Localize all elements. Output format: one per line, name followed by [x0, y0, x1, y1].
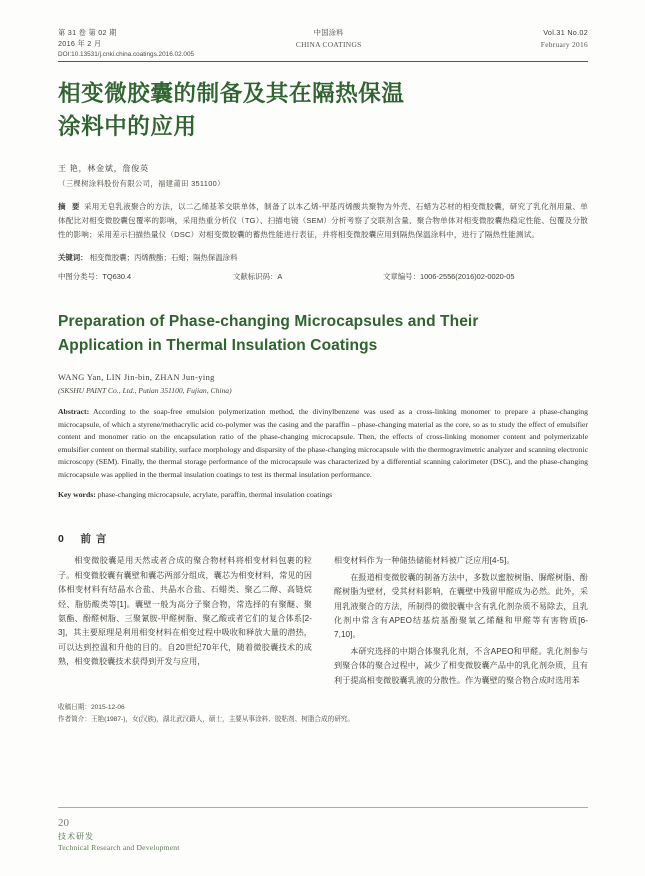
keywords-en-text: phase-changing microcapsule, acrylate, paraffin, thermal insulation coatings [97, 490, 333, 500]
abstract-en-label: Abstract: [58, 407, 90, 417]
running-head-left [58, 28, 117, 50]
paragraph: 相变材料作为一种储热储能材料被广泛应用[4-5]。 [334, 556, 515, 566]
document-code: 文献标识码：A [233, 271, 283, 281]
footnotes [58, 702, 358, 725]
author-bio: 作者简介：王艳(1987-)，女(汉族)，湖北武汉籍人，硕士，主要从事涂料、胶粘剂、树脂合成的研究。 [58, 715, 354, 723]
article-meta-row [58, 271, 588, 282]
keywords-en-label: Key words: [58, 490, 96, 500]
page-footer [58, 817, 588, 852]
abstract-cn-label: 摘 要 [58, 202, 82, 212]
keywords-cn [58, 251, 588, 264]
body-column-left [58, 554, 312, 688]
section-number: 0 [58, 533, 65, 546]
issue-date-en: February 2016 [540, 39, 588, 49]
volume-issue: 第 31 卷 第 02 期 [58, 28, 117, 37]
doi-line: DOI:10.13531/j.cnki.china.coatings.2016.02.005 [58, 50, 195, 58]
keywords-cn-label: 关键词： [58, 253, 88, 263]
abstract-en [58, 406, 588, 481]
running-head-right [541, 28, 588, 50]
page-title-cn-line1: 相变微胶囊的制备及其在隔热保温 [58, 80, 405, 106]
footer-divider [58, 807, 588, 808]
page-content [58, 28, 588, 725]
keywords-en [58, 489, 588, 501]
journal-name-cn: 中国涂料 [313, 28, 344, 37]
page-title-en-line2: Application in Thermal Insulation Coatings [58, 337, 378, 355]
paragraph: 本研究选择的中期合体聚乳化剂，不含APEO和甲醛。乳化剂参与到聚合体的聚合过程中，减少了相变微胶囊产品中的乳化剂杂质，且有利于提高相变微胶囊乳液的分散性。作为囊壁的聚合物合成时选用苯 [334, 646, 589, 685]
section-title: 前 言 [80, 533, 108, 546]
abstract-en-text: According to the soap-free emulsion polymerization method, the divinylbenzene was used as a cross-linking monomer to prepare a phase-changing microcapsule, of which a styrene/methacrylic acid co-polymer was the casing and the paraffin – phase-changing material as the core, so as to study the effect of emulsifier content and monomer ratio on the encapsulation ratio of the phase-changing microcapsule. Then, the effects of cross-linking monomer content and polymerizable emulsifier content on thermal stability, surface morphology and disparsity of the phase-changing microcapsule with the thermogravimetric analyzer and scanning electronic microscopy (SEM). Finally, the thermal storage performance of the microcapsule was characterized by a differential scanning calorimeter (DSC), and the phase-changing microcapsule was applied in the thermal insulation coatings to test its thermal insulation performance. [58, 407, 588, 479]
footer-section-en: Technical Research and Development [58, 843, 180, 852]
footer-section-cn: 技术研发 [58, 832, 94, 841]
abstract-cn [58, 200, 588, 242]
journal-name-en: CHINA COATINGS [295, 39, 362, 49]
volume-issue-en: Vol.31 No.02 [543, 28, 588, 37]
page-title-en [58, 310, 588, 360]
running-head-center [296, 28, 362, 50]
page-number: 20 [58, 817, 69, 829]
page-title-cn [58, 78, 588, 143]
running-head [58, 28, 588, 50]
clc-number: 中图分类号：TQ630.4 [58, 271, 132, 281]
section-heading [58, 531, 588, 546]
body-column-right [334, 554, 588, 688]
abstract-cn-text: 采用无皂乳液聚合的方法，以二乙烯基苯交联单体，制备了以本乙烯-甲基丙烯酸共聚物为外壳、石蜡为芯材的相变微胶囊，研究了乳化剂用量、单体配比对相变微胶囊包覆率的影响，采用热重分析仪（TG）、扫描电镜（SEM）分析考察了交联剂含量、聚合物单体对相变微胶囊热稳定性能、包覆及分散性的影响；采用差示扫描热量仪（DSC）对相变微胶囊的蓄热性能进行表征，并将相变微胶囊应用到隔热保温涂料中，进行了隔热性能测试。 [58, 202, 588, 240]
page-title-en-line1: Preparation of Phase-changing Microcapsules and Their [58, 312, 479, 330]
paragraph: 在报道相变微胶囊的制备方法中，多数以蜜胺树脂、脲醛树脂、酚醛树脂为壁材，受其材料影响，在囊壁中残留甲醛成为必然。此外，采用乳液聚合的方法，所制得的微胶囊中含有乳化剂杂质不易除去，且乳化剂中常含有APEO结基烷基酚聚氧乙烯醚和甲醛等有害物质[6-7,10]。 [334, 572, 589, 640]
page-title-cn-line2: 涂料中的应用 [58, 113, 197, 139]
body-columns [58, 554, 588, 688]
header-divider [58, 61, 588, 62]
affiliation-cn: （三棵树涂料股份有限公司，福建莆田 351100） [58, 179, 225, 189]
affiliation-en: (SKSHU PAINT Co., Ltd., Putian 351100, Fujian, China) [58, 386, 232, 396]
authors-cn: 王 艳，林金斌，詹俊英 [58, 164, 149, 174]
issue-date-cn: 2016 年 2 月 [58, 38, 102, 48]
keywords-cn-text: 相变微胶囊；丙烯酸酯；石蜡；隔热保温涂料 [89, 253, 238, 263]
received-date: 收稿日期：2015-12-06 [58, 704, 125, 711]
article-id: 文章编号：1006-2556(2016)02-0020-05 [383, 271, 515, 281]
authors-en: WANG Yan, LIN Jin-bin, ZHAN Jun-ying [58, 373, 215, 383]
paragraph: 相变微胶囊是用天然或者合成的聚合物材料将相变材料包裹的粒子。相变微胶囊有囊壁和囊芯两部分组成，囊芯为相变材料，常见的因体相变材料有结晶水合盐、共晶水合盐、石蜡类、聚乙二醇、高链烷烃、脂肪酸类等[1]。囊壁一般为高分子聚合物，常选择的有聚醚、聚氨酯、酚醛树脂、三聚氰胺-甲醛树脂、聚乙酸或者它们的复合体系[2-3]，其主要原理是利用相变材料在相变过程中吸收和释放大量的潜热，可以达到控温和升他的目的。自20世纪70年代，随着微胶囊技术的成熟，相变微胶囊技术获得到开发与应用， [58, 556, 313, 667]
